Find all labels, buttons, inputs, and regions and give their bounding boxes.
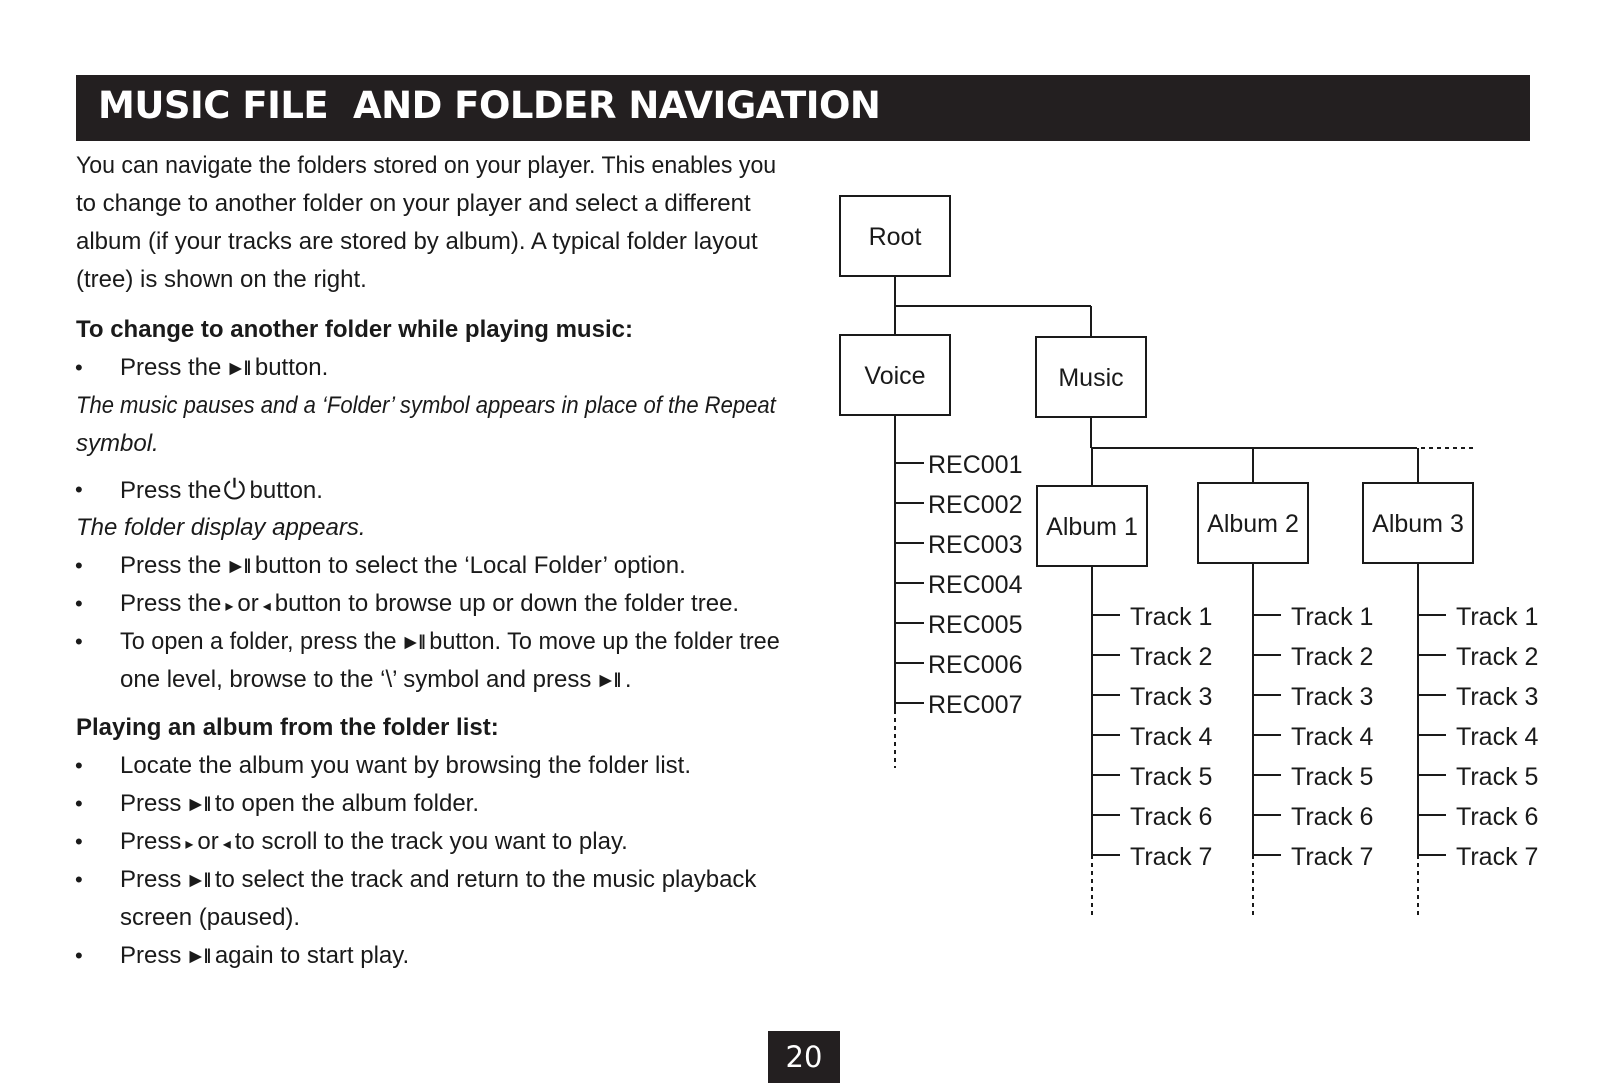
list-item-text: again to start play.	[214, 942, 410, 969]
play-pause-icon: ►II	[185, 869, 209, 892]
bullet: •	[75, 477, 83, 502]
right-arrow-icon: ▸	[185, 836, 194, 853]
bullet: •	[75, 943, 83, 968]
root-folder-label: Root	[868, 223, 922, 251]
music-folder-label: Music	[1058, 364, 1124, 392]
track-item: Track 4	[1130, 723, 1213, 751]
album-folder-label: Album 2	[1207, 510, 1299, 538]
list-item-text: Press	[120, 828, 182, 855]
list-item-text: one level, browse to the ‘\’ symbol and press	[120, 666, 592, 693]
page-title: MUSIC FILE AND FOLDER NAVIGATION	[98, 84, 881, 127]
intro-line: album (if your tracks are stored by album). A typical folder layout	[76, 228, 758, 255]
track-item: Track 5	[1291, 763, 1374, 791]
recording-item: REC002	[928, 491, 1023, 519]
play-pause-icon: ►II	[185, 793, 209, 816]
track-item: Track 3	[1456, 683, 1539, 711]
list-item-text: button. To move up the folder tree	[429, 628, 780, 655]
list-item-text: To open a folder, press the	[120, 628, 397, 655]
play-pause-icon: ►II	[185, 945, 209, 968]
recording-item: REC001	[928, 451, 1023, 479]
list-item-text: Press	[120, 866, 182, 893]
recording-item: REC007	[928, 691, 1023, 719]
album-folder-label: Album 1	[1046, 513, 1138, 541]
list-item-text: button to browse up or down the folder tree.	[274, 590, 740, 617]
recording-item: REC005	[928, 611, 1023, 639]
bullet: •	[75, 791, 83, 816]
track-item: Track 4	[1456, 723, 1539, 751]
track-item: Track 5	[1130, 763, 1213, 791]
right-arrow-icon: ▸	[225, 598, 234, 615]
list-item-text: to select the track and return to the music playback	[214, 866, 757, 893]
track-item: Track 1	[1291, 603, 1374, 631]
section-heading: Playing an album from the folder list:	[76, 714, 499, 741]
track-item: Track 3	[1291, 683, 1374, 711]
list-item-text: Press the	[120, 552, 222, 579]
track-item: Track 2	[1130, 643, 1213, 671]
recording-item: REC003	[928, 531, 1023, 559]
section-heading: To change to another folder while playing music:	[76, 316, 633, 343]
power-icon: ⏻	[223, 474, 246, 505]
track-item: Track 2	[1291, 643, 1374, 671]
list-item-text: Press the	[120, 590, 222, 617]
album-folder-label: Album 3	[1372, 510, 1464, 538]
recording-item: REC004	[928, 571, 1023, 599]
bullet: •	[75, 829, 83, 854]
bullet: •	[75, 629, 83, 654]
bullet: •	[75, 355, 83, 380]
list-item-text: Press the	[120, 477, 222, 504]
bullet: •	[75, 867, 83, 892]
intro-line: to change to another folder on your player and select a different	[76, 190, 751, 217]
voice-folder-label: Voice	[864, 362, 926, 390]
bullet: •	[75, 591, 83, 616]
track-item: Track 7	[1130, 843, 1213, 871]
track-item: Track 7	[1456, 843, 1539, 871]
note-line: The music pauses and a ‘Folder’ symbol appears in place of the Repeat	[76, 392, 776, 419]
list-item-text: Press	[120, 790, 182, 817]
note-line: symbol.	[76, 430, 159, 457]
intro-line: You can navigate the folders stored on your player. This enables you	[76, 152, 777, 179]
play-pause-icon: ►II	[225, 555, 249, 578]
list-item-text: button.	[249, 477, 323, 504]
track-item: Track 4	[1291, 723, 1374, 751]
track-item: Track 1	[1456, 603, 1539, 631]
list-item-continuation: screen (paused).	[120, 904, 301, 931]
track-item: Track 6	[1291, 803, 1374, 831]
list-item-text: to scroll to the track you want to play.	[234, 828, 628, 855]
track-item: Track 1	[1130, 603, 1213, 631]
list-item-text: Locate the album you want by browsing the folder list.	[120, 752, 691, 779]
list-item-text: button.	[254, 354, 329, 381]
list-item-text: or	[237, 590, 259, 617]
page-number: 20	[768, 1031, 840, 1083]
list-item-text: Press the	[120, 354, 222, 381]
track-item: Track 3	[1130, 683, 1213, 711]
list-item-text: Press	[120, 942, 182, 969]
left-arrow-icon: ◂	[262, 598, 271, 615]
intro-line: (tree) is shown on the right.	[76, 266, 367, 293]
play-pause-icon: ►II	[225, 357, 249, 380]
track-item: Track 2	[1456, 643, 1539, 671]
list-item-text: button to select the ‘Local Folder’ option.	[254, 552, 686, 579]
bullet: •	[75, 753, 83, 778]
left-arrow-icon: ◂	[222, 836, 231, 853]
list-item-text: to open the album folder.	[214, 790, 480, 817]
track-item: Track 5	[1456, 763, 1539, 791]
play-pause-icon: ►II	[400, 631, 424, 654]
bullet: •	[75, 553, 83, 578]
track-item: Track 7	[1291, 843, 1374, 871]
list-item-text: .	[624, 666, 632, 693]
track-item: Track 6	[1130, 803, 1213, 831]
recording-item: REC006	[928, 651, 1023, 679]
track-item: Track 6	[1456, 803, 1539, 831]
note-line: The folder display appears.	[76, 514, 366, 541]
play-pause-icon: ►II	[595, 669, 619, 692]
list-item-text: or	[197, 828, 219, 855]
